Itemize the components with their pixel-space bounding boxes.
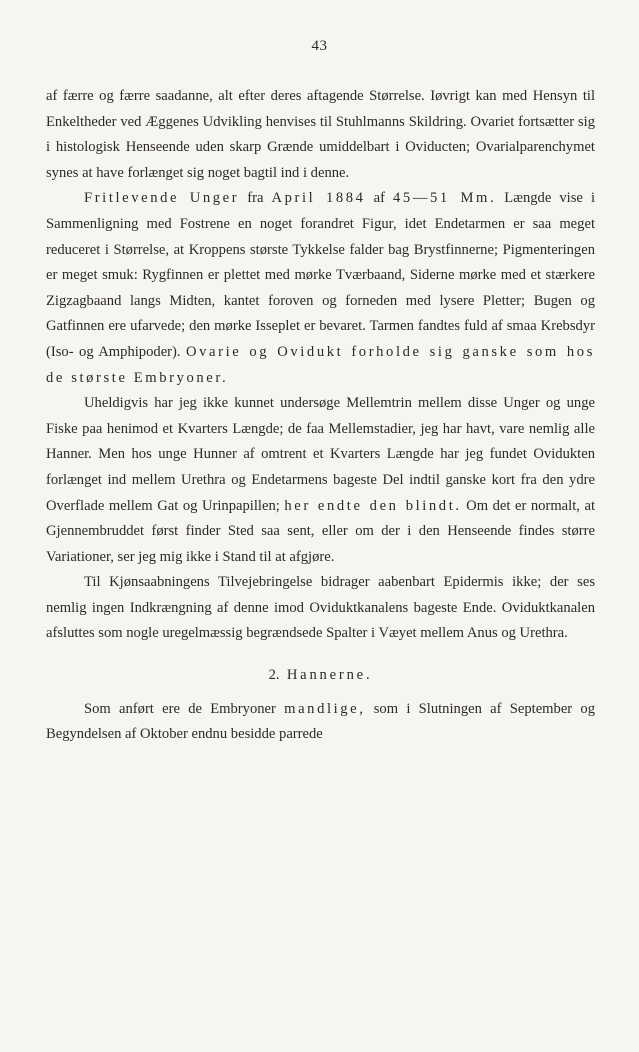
spaced-date: April 1884 <box>271 190 366 207</box>
spaced-free-living-young: Fritlevende Unger <box>84 190 240 207</box>
section-heading <box>46 663 595 689</box>
section-title: Hannerne. <box>286 667 373 684</box>
paragraph-intermediate-stages <box>46 391 595 570</box>
spaced-length: 45—51 Mm. <box>393 190 497 207</box>
text-fragment: Uheldigvis har jeg ikke kunnet undersøge Mellemtrin mellem disse Unger og unge Fiske paa henimod et Kvarters Længde; de faa Mellemstadier, jeg har havt, vare nemlig alle Hanner. Men hos unge Hunner af omtrent et Kvarters Længde har jeg fundet Ovidukten forlænget ind mellem Urethra og Endetarmens bageste Del indtil ganske kort fra den ydre Overflade mellem Gat og Urinpapillen; <box>46 395 595 514</box>
spaced-ovary-statement: Ovarie og Ovidukt forholde sig ganske som hos de største Embryoner. <box>46 343 595 386</box>
page-number: 43 <box>311 38 328 54</box>
text-fragment: fra <box>239 190 272 207</box>
paragraph-free-living-young <box>46 186 595 391</box>
paragraph-ovary-continuation: af færre og færre saadanne, alt efter deres aftagende Størrelse. Iøvrigt kan med Hensyn til Enkeltheder ved Æggenes Udvikling henvises til Stuhlmanns Skildring. Ovariet fortsætter sig i histologisk Henseende uden skarp Grænde umiddelbart i Oviducten; Ovarialparenchymet synes at have forlænget sig noget bagtil ind i denne. <box>46 88 595 181</box>
body-text <box>46 84 595 748</box>
text-fragment: af <box>365 190 394 207</box>
text-fragment: Længde vise i Sammenligning med Fostrene en noget forandret Figur, idet Endetarmen er saa meget reduceret i Størrelse, at Kroppens største Tykkelse falder bag Brystfinnerne; Pigmenteringen er meget smuk: Rygfinnen er plettet med mørke Tværbaand, Siderne mørke med et stærkere Zigzagbaand langs Midten, kantet foroven og forneden med lysere Pletter; Bugen og Gatfinnen ere ufarvede; den mørke Isseplet er bevaret. Tarmen fandtes fuld af smaa Krebsdyr (Iso- og Amphipoder). <box>46 190 595 360</box>
paragraph-genital-opening: Til Kjønsaabningens Tilvejebringelse bidrager aabenbart Epidermis ikke; der ses nemlig ingen Indkrængning af denne imod Oviduktkanalens bageste Ende. Oviduktkanalen afsluttes som nogle uregelmæssig begrændsede Spalter i Væyet mellem Anus og Urethra. <box>46 574 595 642</box>
text-fragment: Om det er normalt, at Gjennembruddet først finder Sted saa sent, eller om der i den Henseende findes større Variationer, ser jeg mig ikke i Stand til at afgjøre. <box>46 497 595 565</box>
text-fragment: som i Slutningen af September og Begyndelsen af Oktober endnu besidde parrede <box>46 700 596 743</box>
section-number: 2. <box>268 667 280 684</box>
text-fragment: Som anført ere de Embryoner <box>84 700 285 717</box>
paragraph-males <box>46 697 595 748</box>
spaced-blind-end: her endte den blindt. <box>284 497 462 514</box>
spaced-male: mandlige, <box>284 700 366 717</box>
